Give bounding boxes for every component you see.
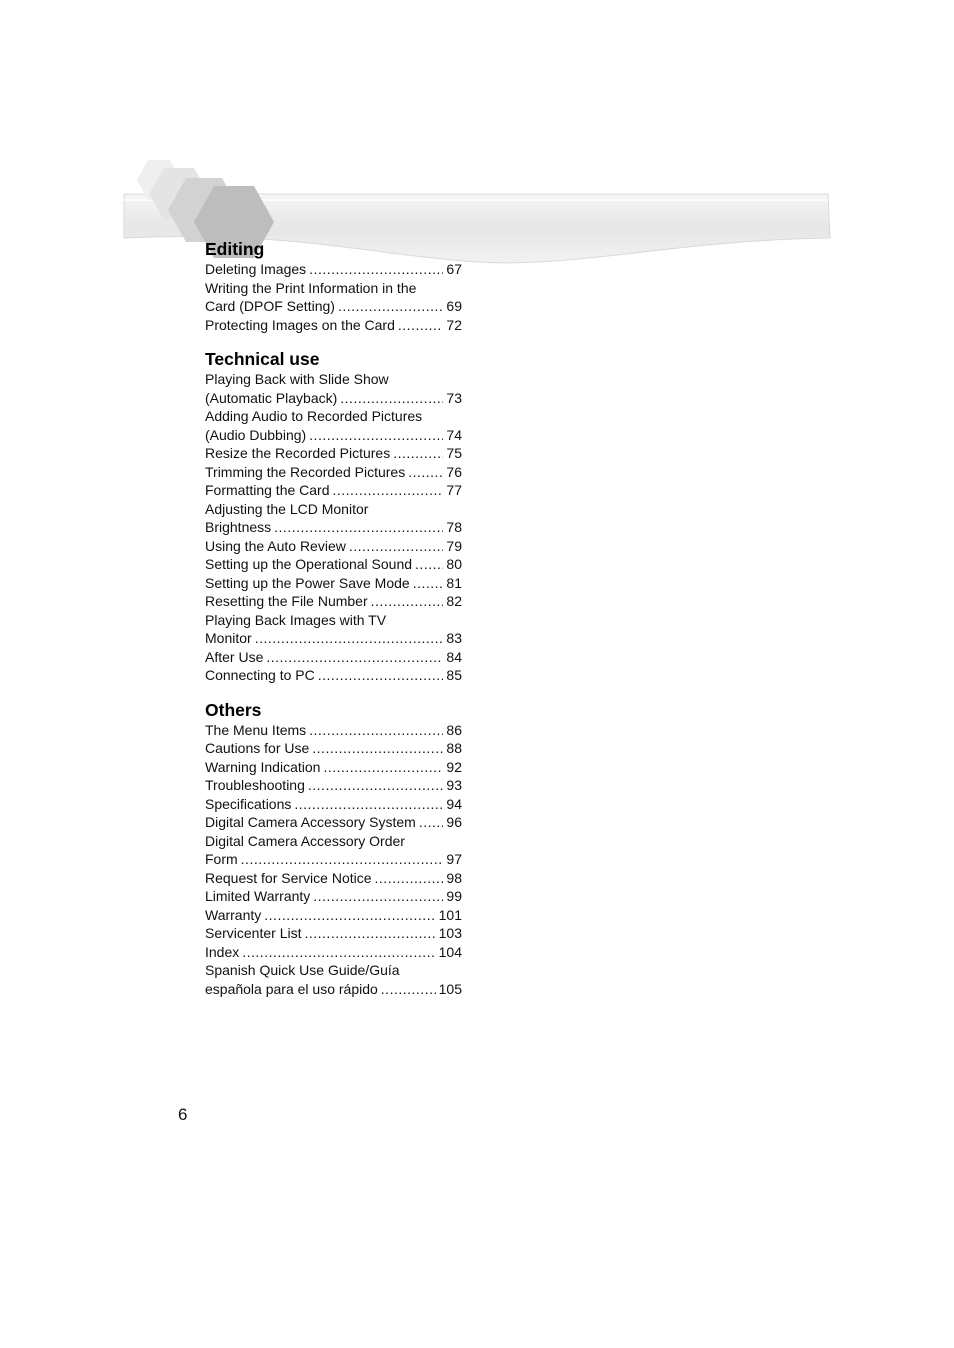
dot-leader	[338, 297, 443, 316]
dot-leader	[333, 481, 444, 500]
toc-entry[interactable]	[205, 776, 462, 795]
toc-entry-row	[205, 518, 462, 537]
toc-entry-page: 78	[446, 519, 462, 535]
toc-entry[interactable]	[205, 906, 462, 925]
toc-entry[interactable]	[205, 869, 462, 888]
toc-entry-title: Resize the Recorded Pictures	[205, 445, 391, 461]
toc-entry-row	[205, 574, 462, 593]
dot-leader	[242, 943, 435, 962]
toc-entry-page: 97	[446, 851, 462, 867]
toc-entry-row	[205, 537, 462, 556]
dot-leader	[309, 721, 443, 740]
dot-leader	[312, 739, 443, 758]
toc-entry-title: The Menu Items	[205, 721, 307, 738]
toc-entry-page: 77	[446, 482, 462, 498]
toc-entry[interactable]	[205, 592, 462, 611]
toc-entry-title: Protecting Images on the Card	[205, 316, 395, 333]
toc-entry-row	[205, 813, 462, 832]
toc-entry[interactable]	[205, 444, 462, 463]
dot-leader	[419, 813, 444, 832]
toc-entry-page: 75	[446, 445, 462, 461]
toc-entry-title: Form	[205, 851, 238, 867]
toc-entry-page: 83	[446, 630, 462, 646]
toc-entry-title: Setting up the Operational Sound	[205, 556, 413, 572]
toc-entry-title: Using the Auto Review	[205, 537, 346, 554]
toc-entry-page: 67	[446, 261, 462, 277]
toc-entry-row	[205, 980, 462, 999]
toc-entry-title: Deleting Images	[205, 261, 307, 277]
toc-entry-line: Spanish Quick Use Guide/Guía	[205, 962, 400, 978]
toc-entry-title: Setting up the Power Save Mode	[205, 574, 410, 591]
toc-entry-title: Warning Indication	[205, 758, 321, 775]
toc-entry[interactable]	[205, 924, 462, 943]
toc-entry-title: Connecting to PC	[205, 667, 315, 683]
dot-leader	[241, 850, 444, 869]
toc-entry-title: Digital Camera Accessory System	[205, 814, 416, 830]
toc-entry-row	[205, 592, 462, 611]
toc-entry-row	[205, 316, 462, 335]
toc-entry-line: Writing the Print Information in the	[205, 279, 417, 296]
toc-entry[interactable]	[205, 407, 462, 444]
toc-entry-title: (Audio Dubbing)	[205, 426, 307, 443]
toc-entry-line: Adjusting the LCD Monitor	[205, 500, 369, 517]
toc-section-others	[205, 699, 462, 999]
toc-entry-page: 93	[446, 777, 462, 793]
toc-entry[interactable]	[205, 795, 462, 814]
section-title: Technical use	[205, 349, 320, 369]
toc-entry[interactable]	[205, 961, 462, 998]
toc-entry[interactable]	[205, 555, 462, 574]
toc-entry-title: Brightness	[205, 519, 272, 535]
toc-entry-line: Playing Back with Slide Show	[205, 371, 389, 387]
toc-entry-row	[205, 758, 462, 777]
toc-entry-line: Playing Back Images with TV	[205, 611, 387, 628]
toc-entry-title: Warranty	[205, 906, 262, 923]
toc-entry[interactable]	[205, 832, 462, 869]
toc-entry[interactable]	[205, 758, 462, 777]
toc-entry-title: Card (DPOF Setting)	[205, 298, 335, 314]
toc-entry-row	[205, 389, 462, 408]
dot-leader	[304, 924, 435, 943]
toc-entry[interactable]	[205, 721, 462, 740]
dot-leader	[264, 906, 435, 925]
dot-leader	[309, 260, 443, 279]
toc-entry-page: 99	[446, 888, 462, 904]
dot-leader	[318, 666, 444, 685]
toc-entry-page: 92	[446, 758, 462, 775]
toc-entry-page: 85	[446, 667, 462, 683]
toc-entry[interactable]	[205, 260, 462, 279]
toc-entry-row	[205, 924, 462, 943]
toc-entry-page: 73	[446, 389, 462, 406]
toc-entry[interactable]	[205, 813, 462, 832]
toc-entry-title: Resetting the File Number	[205, 593, 368, 609]
section-title: Editing	[205, 239, 265, 259]
dot-leader	[408, 463, 443, 482]
toc-entries	[205, 721, 462, 999]
dot-leader	[294, 795, 443, 814]
toc-entry-title: española para el uso rápido	[205, 980, 378, 997]
toc-entry[interactable]	[205, 739, 462, 758]
toc-entry[interactable]	[205, 611, 462, 648]
toc-entry-title: Request for Service Notice	[205, 869, 372, 886]
toc-entry-row	[205, 555, 462, 574]
toc-entry-page: 69	[446, 298, 462, 314]
toc-entry-page: 76	[446, 463, 462, 480]
toc-entry-row	[205, 444, 462, 463]
toc-entry-page: 98	[446, 869, 462, 886]
toc-entry-title: Trimming the Recorded Pictures	[205, 463, 406, 480]
toc-entry[interactable]	[205, 370, 462, 407]
dot-leader	[323, 758, 443, 777]
toc-entry-row	[205, 648, 462, 667]
toc-entry-page: 104	[438, 943, 462, 960]
toc-entry-page: 103	[438, 925, 462, 941]
toc-entry-page: 86	[446, 721, 462, 738]
toc-entry-row	[205, 850, 462, 869]
toc-entry-page: 81	[446, 574, 462, 591]
toc-entry[interactable]	[205, 887, 462, 906]
toc-entry-title: After Use	[205, 648, 264, 665]
toc-entry-title: Troubleshooting	[205, 777, 305, 793]
toc-entry-title: Formatting the Card	[205, 482, 330, 498]
dot-leader	[371, 592, 444, 611]
toc-entry[interactable]	[205, 574, 462, 593]
toc-entry[interactable]	[205, 481, 462, 500]
toc-entry[interactable]	[205, 316, 462, 335]
toc-entry-title: Servicenter List	[205, 925, 302, 941]
toc-entry-row	[205, 721, 462, 740]
toc-section-editing	[205, 238, 462, 334]
toc-entry-page: 84	[446, 648, 462, 665]
toc-section-technical-use	[205, 348, 462, 685]
toc-entry-page: 79	[446, 537, 462, 554]
toc-entry[interactable]	[205, 648, 462, 667]
toc-entry-row	[205, 481, 462, 500]
dot-leader	[393, 444, 443, 463]
toc-entry-row	[205, 869, 462, 888]
toc-entry-row	[205, 666, 462, 685]
toc-entry-row	[205, 943, 462, 962]
toc-entry-row	[205, 795, 462, 814]
toc-entry-page: 94	[446, 795, 462, 812]
dot-leader	[313, 887, 443, 906]
page-number: 6	[178, 1105, 188, 1124]
dot-leader	[266, 648, 443, 667]
dot-leader	[415, 555, 443, 574]
dot-leader	[349, 537, 444, 556]
toc-entry-title: (Automatic Playback)	[205, 389, 338, 406]
dot-leader	[375, 869, 444, 888]
section-title: Others	[205, 699, 262, 720]
toc-entry-page: 101	[438, 906, 462, 923]
toc-entry-title: Specifications	[205, 795, 292, 812]
toc-entry[interactable]	[205, 943, 462, 962]
table-of-contents	[205, 238, 462, 998]
toc-entry-title: Limited Warranty	[205, 888, 311, 904]
toc-entry-title: Index	[205, 943, 240, 960]
toc-entry-page: 74	[446, 426, 462, 443]
dot-leader	[381, 980, 436, 999]
toc-entry[interactable]	[205, 463, 462, 482]
dot-leader	[413, 574, 444, 593]
dot-leader	[274, 518, 443, 537]
toc-entry[interactable]	[205, 500, 462, 537]
toc-entry[interactable]	[205, 537, 462, 556]
toc-entry-row	[205, 739, 462, 758]
toc-entry-page: 105	[438, 980, 462, 997]
toc-entry-row	[205, 426, 462, 445]
toc-entry-page: 82	[446, 593, 462, 609]
toc-entry-row	[205, 260, 462, 279]
dot-leader	[255, 629, 444, 648]
toc-entry-page: 80	[446, 556, 462, 572]
toc-entry-row	[205, 629, 462, 648]
dot-leader	[340, 389, 443, 408]
toc-entry-page: 72	[446, 316, 462, 333]
toc-entry-row	[205, 887, 462, 906]
dot-leader	[309, 426, 443, 445]
toc-entry-row	[205, 906, 462, 925]
toc-entry[interactable]	[205, 279, 462, 316]
toc-entry-page: 96	[446, 814, 462, 830]
toc-entry-row	[205, 297, 462, 316]
toc-entry-row	[205, 776, 462, 795]
toc-entries	[205, 370, 462, 685]
toc-entry-line: Digital Camera Accessory Order	[205, 832, 405, 849]
toc-entry-title: Cautions for Use	[205, 740, 310, 756]
dot-leader	[398, 316, 444, 335]
toc-entries	[205, 260, 462, 334]
toc-entry-line: Adding Audio to Recorded Pictures	[205, 408, 423, 424]
toc-entry-page: 88	[446, 740, 462, 756]
toc-entry-title: Monitor	[205, 630, 252, 646]
toc-entry-row	[205, 463, 462, 482]
dot-leader	[308, 776, 444, 795]
toc-entry[interactable]	[205, 666, 462, 685]
